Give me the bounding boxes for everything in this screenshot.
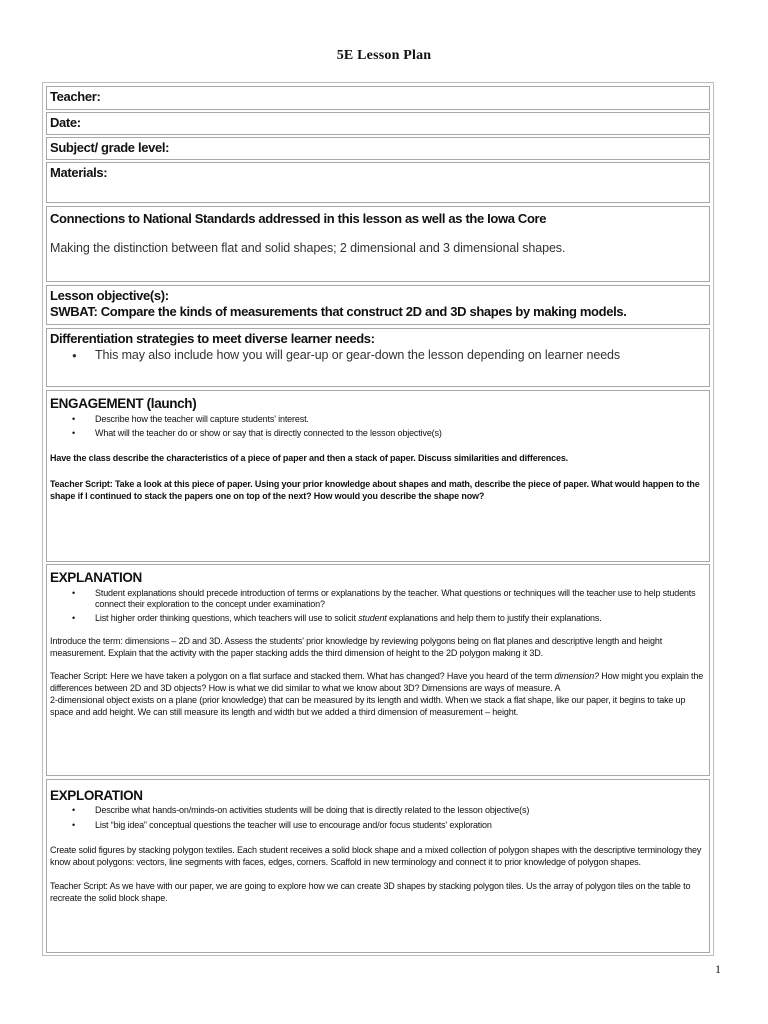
explanation-para-1: Introduce the term: dimensions – 2D and 3D. Assess the students' prior knowledge by reviewing polygons being on flat planes and descriptive length and height measurement. Explain that the activity with the paper stacking adds the third dimension of height to the 2D polygon making it 3D.	[50, 636, 663, 658]
document-title: 5E Lesson Plan	[336, 48, 432, 63]
explanation-bullet-2: • List higher order thinking questions, which teachers will use to solicit student explanations and help them to justify their explanations.	[50, 613, 706, 624]
subject-field	[46, 137, 710, 160]
connections-section	[46, 206, 710, 282]
exploration-section	[46, 779, 710, 953]
exploration-para-1: Create solid figures by stacking polygon textiles. Each student receives a solid block shape and a mixed collection of polygon shapes with the descriptive terminology they know about polygons: vectors, line segments with faces, edges, corners. Scaffold in new terminology and connect it to prior knowledge of polygon shapes.	[50, 845, 702, 867]
objective-text: SWBAT: Compare the kinds of measurements that construct 2D and 3D shapes by making models.	[50, 304, 627, 319]
engagement-bullet-2: • What will the teacher do or show or say that is directly connected to the lesson objective(s)	[50, 428, 706, 439]
subject-label: Subject/ grade level:	[50, 140, 170, 155]
materials-label: Materials:	[50, 165, 108, 180]
exploration-bullet-1: • Describe what hands-on/minds-on activities students will be doing that is directly related to the lesson objective(s)	[50, 805, 706, 816]
materials-field	[46, 162, 710, 203]
connections-text: Making the distinction between flat and solid shapes; 2 dimensional and 3 dimensional shapes.	[50, 241, 566, 255]
engagement-para-2: Teacher Script: Take a look at this piece of paper. Using your prior knowledge about shapes and math, describe the piece of paper. What would happen to the shape if I continued to stack the papers one on top of the next? How would you describe the shape now?	[50, 479, 700, 501]
engagement-bullet-1: • Describe how the teacher will capture students' interest.	[50, 414, 706, 425]
differentiation-bullet: ● This may also include how you will gear-up or gear-down the lesson depending on learner needs	[50, 347, 706, 363]
exploration-para-2: Teacher Script: As we have with our paper, we are going to explore how we can create 3D shapes by stacking polygon tiles. Us the array of polygon tiles on the table to recreate the solid block shape.	[50, 881, 691, 903]
engagement-para-1: Have the class describe the characteristics of a piece of paper and then a stack of paper. Discuss similarities and differences.	[50, 453, 569, 463]
date-field	[46, 112, 710, 135]
exploration-heading: EXPLORATION	[50, 788, 143, 803]
explanation-heading: EXPLANATION	[50, 570, 142, 585]
explanation-para-2: Teacher Script: Here we have taken a polygon on a flat surface and stacked them. What has changed? Have you heard of the term dimension? How might you explain the differences between 2D and 3D objects? How is what we did similar to what we know about 3D? Dimensions are ways of measure. A 2-dimensional object exists on a plane (prior knowledge) that can be measured by its length and width. When we stack a flat shape, like our paper, it begins to take up space and add height. We can still measure its length and width but we added a third dimension of measurement – height.	[50, 671, 704, 717]
date-label: Date:	[50, 115, 81, 130]
page-number: 1	[715, 962, 721, 976]
explanation-bullet-1: • Student explanations should precede introduction of terms or explanations by the teacher. What questions or techniques will the teacher use to help students connect their exploration to the concept under examination?	[50, 588, 706, 610]
objective-section	[46, 285, 710, 325]
connections-heading: Connections to National Standards addressed in this lesson as well as the Iowa Core	[50, 211, 547, 226]
objective-heading: Lesson objective(s):	[50, 288, 169, 303]
teacher-field	[46, 86, 710, 110]
exploration-bullet-2: • List “big idea” conceptual questions the teacher will use to encourage and/or focus students' exploration	[50, 820, 706, 831]
differentiation-heading: Differentiation strategies to meet diverse learner needs:	[50, 331, 375, 346]
teacher-label: Teacher:	[50, 89, 101, 104]
differentiation-section	[46, 328, 710, 387]
engagement-heading: ENGAGEMENT (launch)	[50, 396, 197, 411]
explanation-section	[46, 564, 710, 776]
engagement-section	[46, 390, 710, 562]
